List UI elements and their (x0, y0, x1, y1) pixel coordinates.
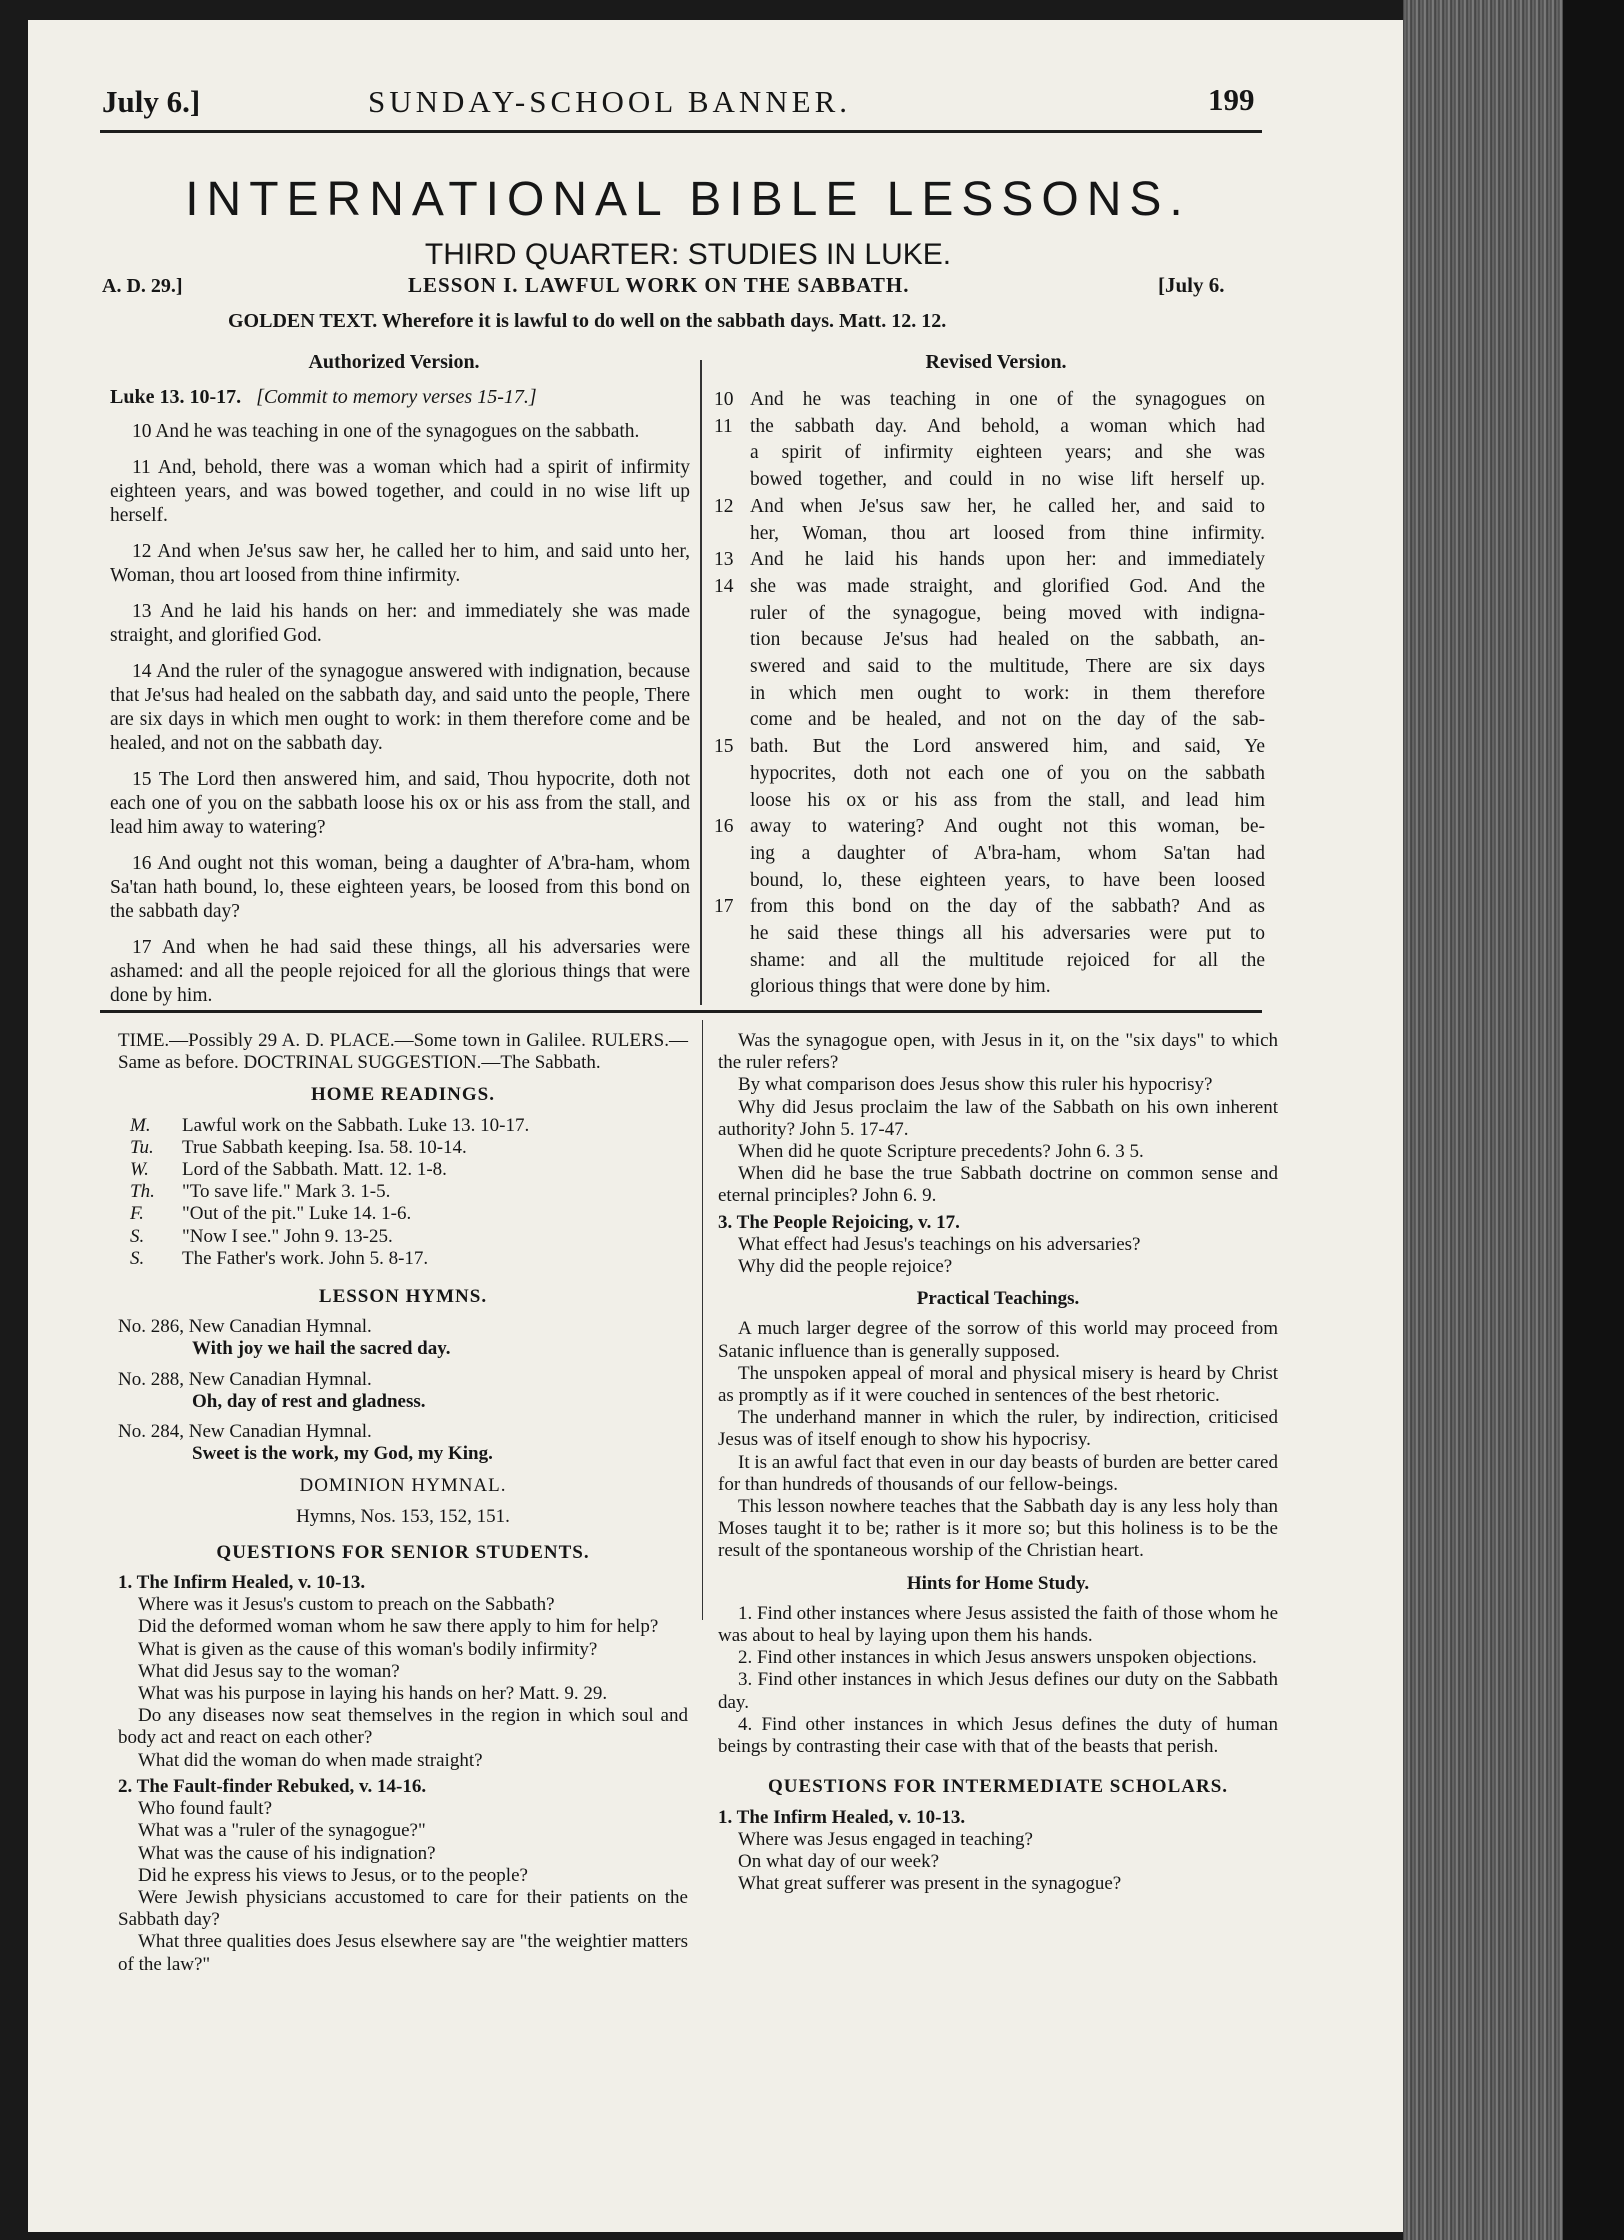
revised-line-text: ing a daughter of A'bra-ham, whom Sa'tan had (750, 842, 1265, 864)
authorized-reference-line (110, 386, 690, 409)
reading-day: S. (130, 1225, 145, 1247)
question: What was his purpose in laying his hands on her? Matt. 9. 29. (138, 1683, 608, 1705)
revised-line (750, 948, 1265, 975)
revised-line-text: ruler of the synagogue, being moved with indigna- (750, 602, 1265, 624)
lesson-year: A. D. 29.] (102, 275, 183, 297)
hint: 4. Find other instances in which Jesus defines the duty of human beings by contrasting their case with that of the beasts that perish. (718, 1713, 1278, 1758)
question: When did he base the true Sabbath doctrine on common sense and eternal principles? John 6. 9. (718, 1163, 1278, 1207)
revised-line (750, 681, 1265, 708)
commit-note: [Commit to memory verses 15-17.] (256, 386, 537, 408)
revised-line-text: her, Woman, thou art loosed from thine infirmity. (750, 522, 1265, 544)
practical-teaching: It is an awful fact that even in our day beasts of burden are better cared for than hundreds of thousands of our fellow-beings. (718, 1451, 1278, 1495)
revised-text (714, 387, 1265, 1001)
verse-number: 14 (714, 575, 734, 597)
question: On what day of our week? (738, 1850, 940, 1872)
question: What three qualities does Jesus elsewhere say are "the weightier matters of the law?" (118, 1931, 688, 1975)
senior-questions-title: QUESTIONS FOR SENIOR STUDENTS. (216, 1541, 590, 1563)
hymn-number: No. 288, New Canadian Hymnal. (118, 1368, 372, 1390)
senior-section-2: 2. The Fault-finder Rebuked, v. 14-16. (118, 1775, 427, 1797)
hymn-first-line: Oh, day of rest and gladness. (192, 1390, 426, 1412)
reading-day: Th. (130, 1181, 155, 1203)
revised-line (750, 841, 1265, 868)
question: What was a "ruler of the synagogue?" (138, 1820, 426, 1842)
revised-line (714, 894, 1265, 921)
lesson-date: [July 6. (1158, 273, 1225, 297)
lower-right-column (718, 1030, 1278, 1895)
main-title: INTERNATIONAL BIBLE LESSONS. (185, 173, 1191, 226)
reading-text: Lord of the Sabbath. Matt. 12. 1-8. (182, 1159, 447, 1181)
revised-line-text: shame: and all the multitude rejoiced for all the (750, 949, 1265, 971)
lower-column-divider (702, 1020, 703, 1620)
revised-line (714, 814, 1265, 841)
lesson-hymns-title: LESSON HYMNS. (318, 1286, 488, 1308)
lesson-title: LESSON I. LAWFUL WORK ON THE SABBATH. (408, 273, 910, 297)
time-place-paragraph: TIME.—Possibly 29 A. D. PLACE.—Some town in Galilee. RULERS.—Same as before. DOCTRINAL SUGGESTION.—The Sabbath. (118, 1030, 688, 1074)
authorized-verse: 15 The Lord then answered him, and said, Thou hypocrite, doth not each one of you on the sabbath loose his ox or his ass from the stall, and lead him away to watering? (110, 769, 690, 838)
home-reading-item (118, 1137, 688, 1159)
verse-number: 12 (714, 495, 734, 517)
revised-line-text: swered and said to the multitude, There are six days (750, 656, 1265, 678)
revised-line (750, 761, 1265, 788)
sub-title: THIRD QUARTER: STUDIES IN LUKE. (424, 238, 952, 271)
header-date: July 6.] (102, 84, 201, 119)
question: Do any diseases now seat themselves in the region in which soul and body act and react on each other? (118, 1705, 688, 1749)
intermediate-questions-title: QUESTIONS FOR INTERMEDIATE SCHOLARS. (767, 1776, 1229, 1798)
question: What was the cause of his indignation? (138, 1842, 436, 1864)
dominion-hymnal-title: DOMINION HYMNAL. (299, 1475, 507, 1497)
revised-line-text: bath. But the Lord answered him, and said, Ye (750, 736, 1265, 758)
header-title: SUNDAY-SCHOOL BANNER. (368, 84, 852, 119)
verse-number: 10 (714, 389, 734, 410)
revised-line (750, 601, 1265, 628)
revised-line (750, 974, 1265, 1001)
revised-line (750, 707, 1265, 734)
question: Did he express his views to Jesus, or to the people? (138, 1864, 528, 1886)
home-readings-list (118, 1115, 688, 1270)
revised-line (714, 414, 1265, 441)
revised-line (750, 467, 1265, 494)
revised-line (750, 627, 1265, 654)
revised-line-text: glorious things that were done by him. (750, 976, 1051, 998)
question: What great sufferer was present in the synagogue? (738, 1873, 1122, 1895)
question: Where was Jesus engaged in teaching? (738, 1828, 1033, 1850)
senior-questions-1 (118, 1594, 688, 1772)
revised-line (714, 494, 1265, 521)
reading-text: True Sabbath keeping. Isa. 58. 10-14. (182, 1136, 467, 1158)
reading-text: The Father's work. John 5. 8-17. (182, 1247, 429, 1269)
practical-teaching: This lesson nowhere teaches that the Sabbath day is any less holy than Moses taught it to be; rather is it more so; but this holiness is to be the result of the spontaneous worship of the Christian heart. (718, 1496, 1278, 1562)
verse-number: 15 (714, 736, 734, 758)
revised-line-text: a spirit of infirmity eighteen years; and she was (750, 442, 1265, 464)
hint: 3. Find other instances in which Jesus defines our duty on the Sabbath day. (718, 1669, 1278, 1713)
home-reading-item (118, 1159, 688, 1181)
revised-line (750, 654, 1265, 681)
question: Were Jewish physicians accustomed to care for their patients on the Sabbath day? (118, 1886, 688, 1931)
header-rule (100, 130, 1262, 133)
revised-line-text: bowed together, and could in no wise lift herself up. (750, 469, 1265, 491)
hymn-number: No. 286, New Canadian Hymnal. (118, 1316, 372, 1338)
revised-line-text: the sabbath day. And behold, a woman which had (750, 415, 1265, 437)
hymn-number: No. 284, New Canadian Hymnal. (118, 1421, 372, 1443)
reading-text: "Out of the pit." Luke 14. 1-6. (182, 1203, 412, 1225)
hymn-first-line: With joy we hail the sacred day. (192, 1338, 451, 1360)
revised-line (750, 868, 1265, 895)
revised-line-text: loose his ox or his ass from the stall, and lead him (750, 789, 1265, 811)
revised-line-text: hypocrites, doth not each one of you on the sabbath (750, 762, 1265, 784)
hymn-first-line: Sweet is the work, my God, my King. (192, 1443, 493, 1465)
revised-line-text: tion because Je'sus had healed on the sabbath, an- (750, 629, 1265, 651)
revised-line-text: And when Je'sus saw her, he called her, and said to (750, 495, 1265, 517)
home-readings-title: HOME READINGS. (311, 1084, 495, 1106)
book-page-edges (1403, 0, 1624, 2240)
question: What effect had Jesus's teachings on his adversaries? (738, 1233, 1141, 1255)
senior-questions-3 (718, 1234, 1278, 1278)
senior-questions-2 (118, 1798, 688, 1976)
authorized-verse: 11 And, behold, there was a woman which had a spirit of infirmity eighteen years, and was bowed together, and could in no wise lift up herself. (110, 457, 690, 526)
question: What did Jesus say to the woman? (138, 1660, 400, 1682)
page-number: 199 (1208, 82, 1255, 117)
reading-day: W. (130, 1159, 149, 1181)
intermediate-section-1: 1. The Infirm Healed, v. 10-13. (718, 1806, 966, 1828)
verse-number: 16 (714, 816, 734, 838)
reading-day: S. (130, 1247, 145, 1269)
question: Was the synagogue open, with Jesus in it, on the "six days" to which the ruler refers? (718, 1030, 1278, 1074)
practical-teachings-title: Practical Teachings. (916, 1288, 1080, 1310)
question: Where was it Jesus's custom to preach on the Sabbath? (138, 1594, 555, 1616)
revised-line (714, 387, 1265, 414)
section-rule (100, 1010, 1262, 1013)
question: By what comparison does Jesus show this ruler his hypocrisy? (738, 1074, 1213, 1096)
authorized-reference: Luke 13. 10-17. (110, 386, 242, 408)
authorized-verse: 12 And when Je'sus saw her, he called her to him, and said unto her, Woman, thou art loosed from thine infirmity. (110, 541, 690, 586)
revised-line-text: in which men ought to work: in them therefore (750, 682, 1265, 704)
reading-day: F. (130, 1203, 144, 1225)
golden-text: GOLDEN TEXT. Wherefore it is lawful to do well on the sabbath days. Matt. 12. 12. (228, 310, 947, 332)
question: What did the woman do when made straight? (138, 1749, 483, 1771)
revised-line-text: she was made straight, and glorified God. And the (750, 575, 1265, 597)
reading-day: M. (130, 1114, 151, 1136)
magazine-page (28, 20, 1403, 2232)
revised-line-text: And he was teaching in one of the synagogues on (750, 389, 1265, 410)
reading-day: Tu. (130, 1136, 154, 1158)
question: What is given as the cause of this woman's bodily infirmity? (138, 1638, 598, 1660)
lower-left-column (118, 1030, 688, 1976)
hint: 2. Find other instances in which Jesus answers unspoken objections. (738, 1647, 1257, 1669)
reading-text: "To save life." Mark 3. 1-5. (182, 1181, 391, 1203)
practical-teaching: The unspoken appeal of moral and physical misery is heard by Christ as promptly as if it were couched in sentences of the best rhetoric. (718, 1362, 1278, 1407)
authorized-heading: Authorized Version. (308, 351, 480, 373)
verse-number: 11 (714, 415, 733, 437)
question: When did he quote Scripture precedents? John 6. 3 5. (738, 1141, 1144, 1163)
revised-heading: Revised Version. (925, 351, 1067, 373)
revised-line (714, 547, 1265, 574)
authorized-verse: 14 And the ruler of the synagogue answered with indignation, because that Je'sus had healed on the sabbath day, and said unto the people, There are six days in which men ought to work: in them therefore come and be healed, and not on the sabbath day. (110, 661, 690, 754)
authorized-text (110, 420, 690, 1020)
revised-line-text: he said these things all his adversaries were put to (750, 923, 1265, 945)
revised-line-text: come and be healed, and not on the day of the sab- (750, 709, 1265, 731)
revised-line (750, 788, 1265, 815)
revised-line (750, 921, 1265, 948)
home-reading-item (118, 1226, 688, 1248)
verse-number: 13 (714, 549, 734, 571)
verse-number: 17 (714, 896, 734, 918)
revised-line-text: And he laid his hands upon her: and immediately (750, 549, 1265, 571)
dominion-hymns-line: Hymns, Nos. 153, 152, 151. (296, 1505, 510, 1527)
version-divider (700, 360, 702, 1005)
authorized-verse: 10 And he was teaching in one of the synagogues on the sabbath. (132, 421, 640, 442)
question: Who found fault? (138, 1798, 273, 1820)
home-reading-item (118, 1115, 688, 1137)
hint: 1. Find other instances where Jesus assisted the faith of those whom he was about to heal by laying upon them his hands. (718, 1602, 1278, 1647)
revised-line-text: bound, lo, these eighteen years, to have been loosed (750, 869, 1265, 891)
hymn-list (118, 1316, 688, 1465)
revised-line-text: from this bond on the day of the sabbath? And as (750, 896, 1265, 918)
authorized-verse: 16 And ought not this woman, being a daughter of A'bra-ham, whom Sa'tan hath bound, lo, these eighteen years, be loosed from this bond on the sabbath day? (110, 853, 690, 922)
senior-section-3: 3. The People Rejoicing, v. 17. (718, 1211, 960, 1233)
reading-text: Lawful work on the Sabbath. Luke 13. 10-17. (182, 1114, 530, 1136)
senior-section-1: 1. The Infirm Healed, v. 10-13. (118, 1572, 366, 1594)
hints-list (718, 1603, 1278, 1758)
revised-line (750, 521, 1265, 548)
revised-line (714, 734, 1265, 761)
question: Did the deformed woman whom he saw there apply to him for help? (138, 1616, 659, 1638)
reading-text: "Now I see." John 9. 13-25. (182, 1225, 393, 1247)
hints-title: Hints for Home Study. (906, 1572, 1090, 1594)
senior-questions-continued (718, 1030, 1278, 1208)
intermediate-questions-1 (718, 1829, 1278, 1896)
question: Why did Jesus proclaim the law of the Sabbath on his own inherent authority? John 5. 17-47. (718, 1096, 1278, 1140)
home-reading-item (118, 1181, 688, 1203)
authorized-verse: 13 And he laid his hands on her: and immediately she was made straight, and glorified God. (110, 601, 690, 646)
practical-teachings-list (718, 1318, 1278, 1562)
authorized-verse: 17 And when he had said these things, all his adversaries were ashamed: and all the people rejoiced for all the glorious things that were done by him. (110, 937, 690, 1006)
practical-teaching: The underhand manner in which the ruler, by indirection, criticised Jesus was of itself enough to show his hypocrisy. (718, 1407, 1278, 1451)
revised-line (714, 574, 1265, 601)
question: Why did the people rejoice? (738, 1256, 953, 1278)
practical-teaching: A much larger degree of the sorrow of this world may proceed from Satanic influence than is generally supposed. (718, 1318, 1278, 1362)
revised-line (750, 440, 1265, 467)
home-reading-item (118, 1248, 688, 1270)
revised-line-text: away to watering? And ought not this woman, be- (750, 816, 1265, 838)
home-reading-item (118, 1203, 688, 1225)
